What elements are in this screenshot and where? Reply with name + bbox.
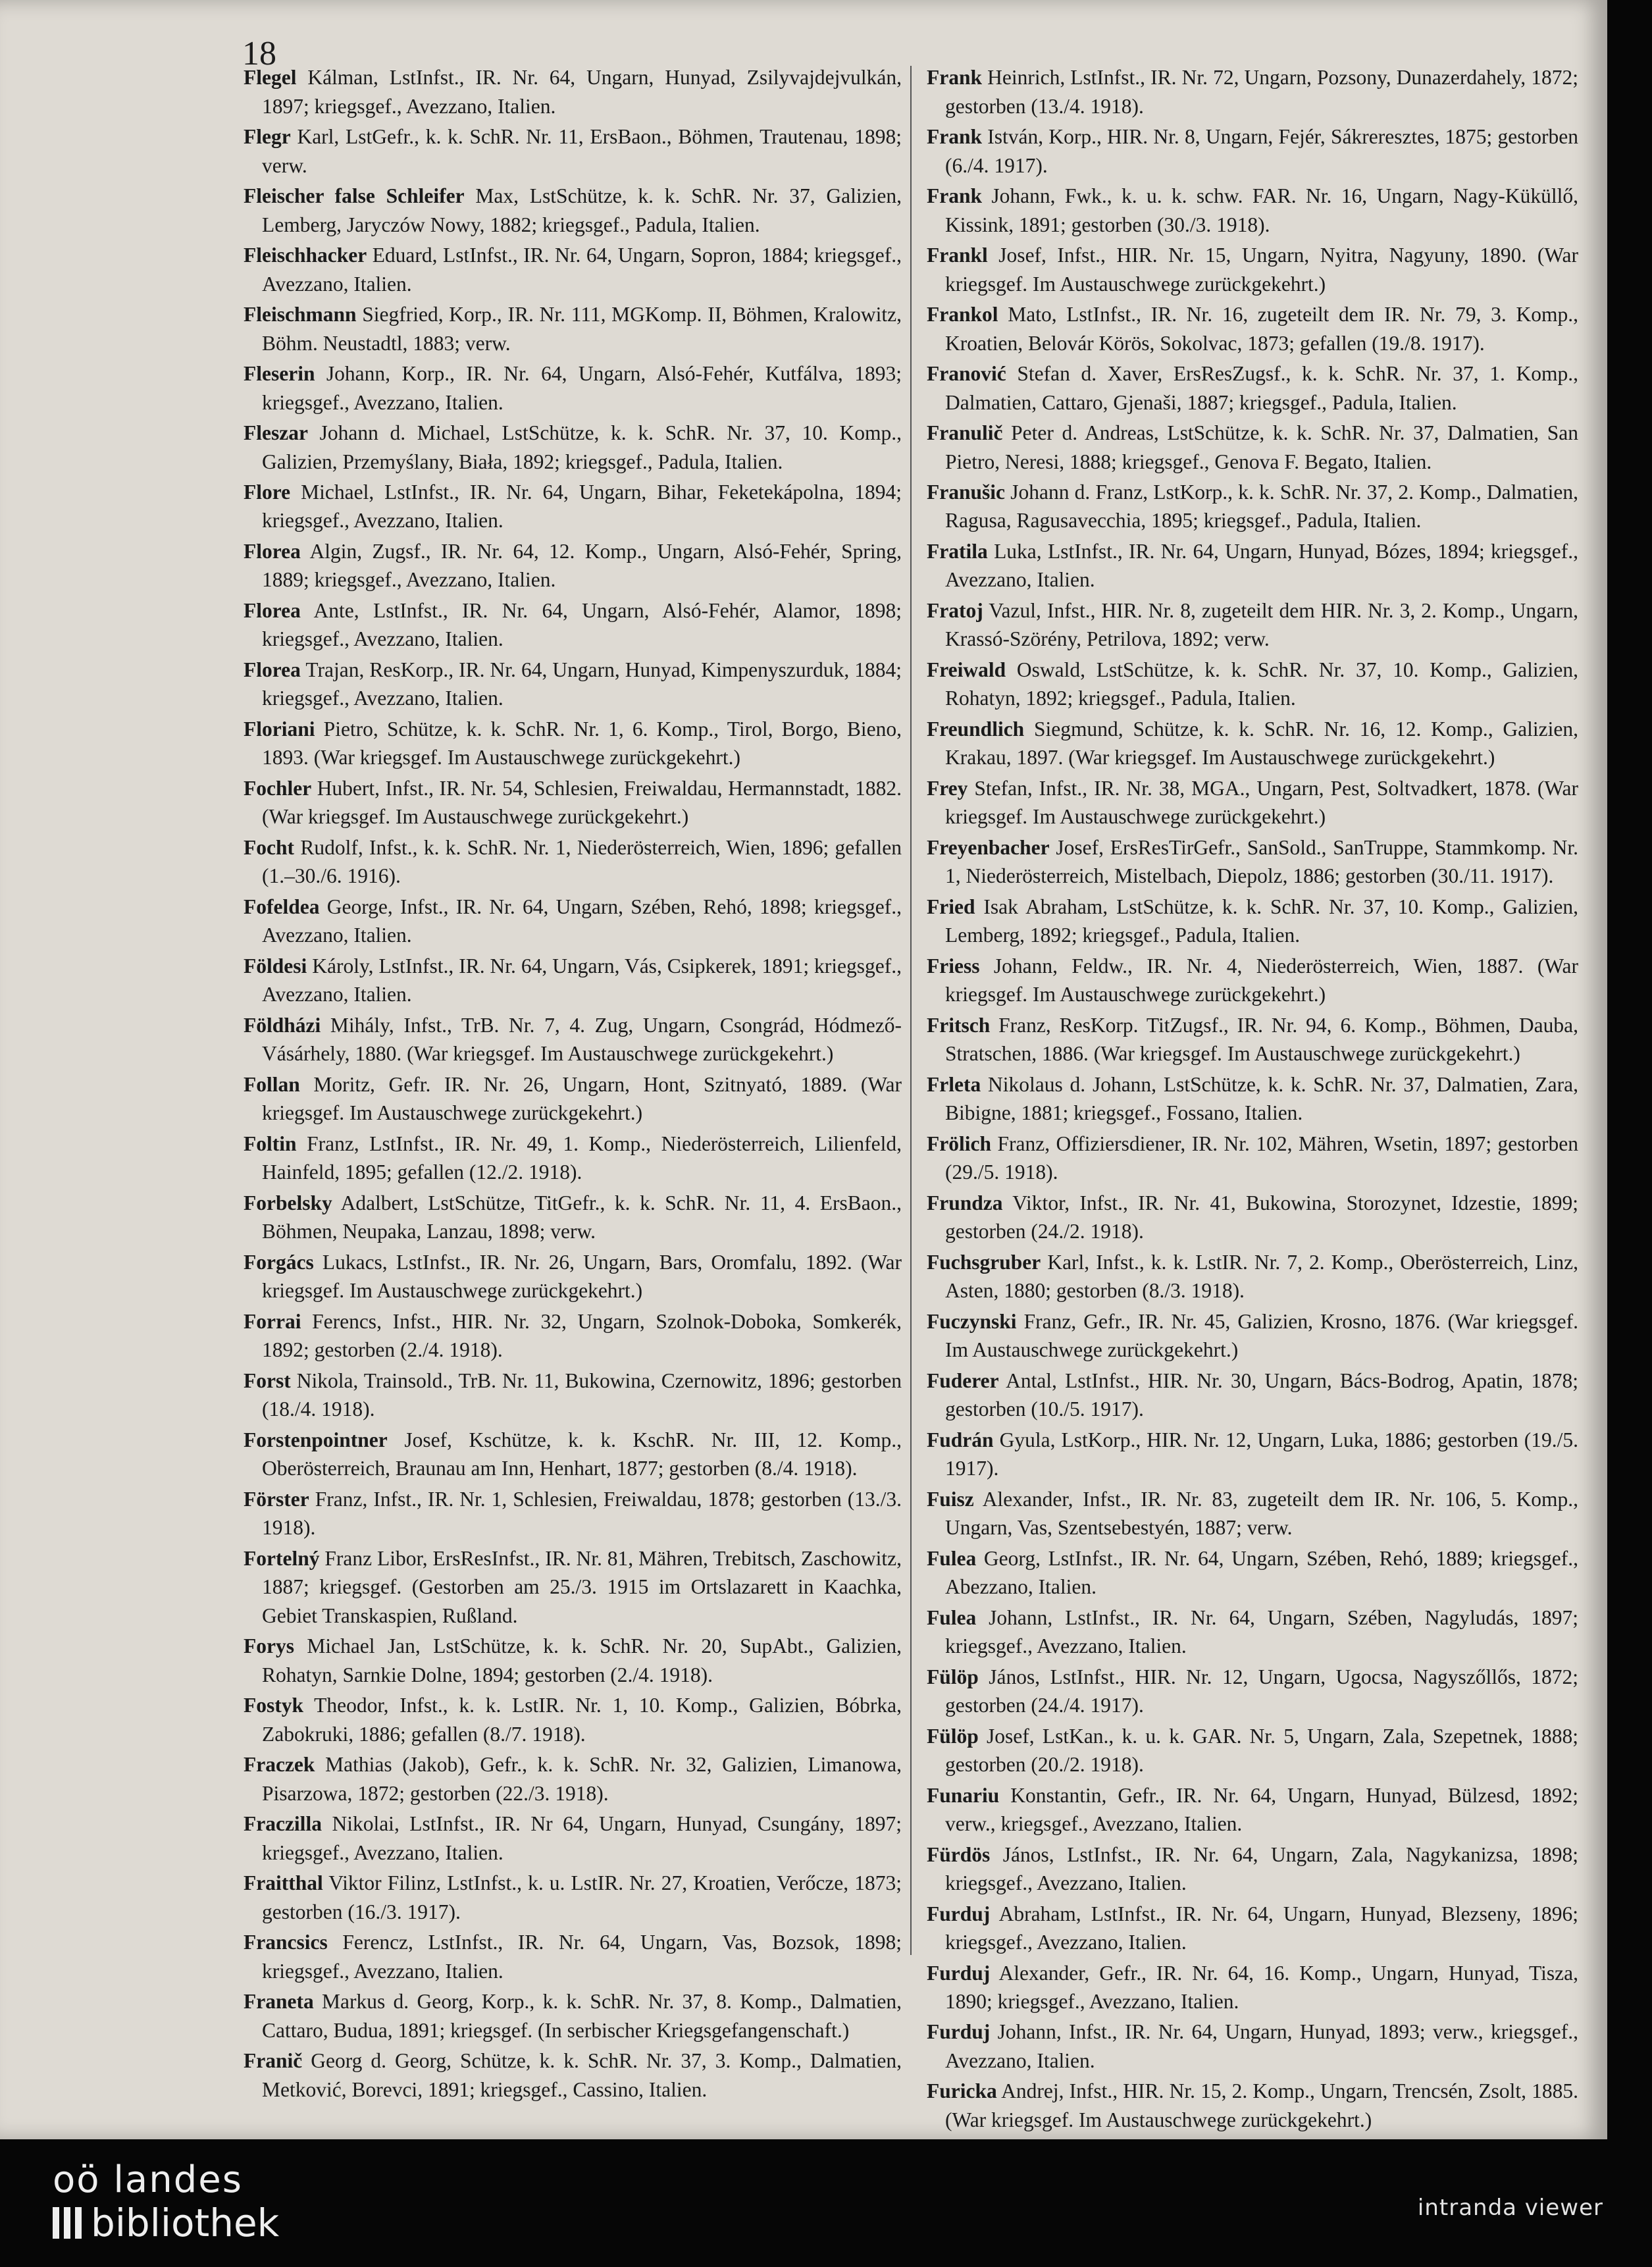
- entry-details: János, LstInfst., IR. Nr. 64, Ungarn, Zala, Nagykanizsa, 1898; kriegsgef., Avezzano, Italien.: [945, 1842, 1578, 1895]
- entry-details: Konstantin, Gefr., IR. Nr. 64, Ungarn, Hunyad, Bülzesd, 1892; verw., kriegsgef., Avezzano, Italien.: [945, 1783, 1578, 1836]
- entry-surname: Franović: [927, 361, 1006, 385]
- entry-surname: Frankl: [927, 243, 988, 267]
- register-entry: [244, 1189, 902, 1246]
- entry-surname: Florea: [244, 539, 301, 563]
- register-entry: [927, 1070, 1578, 1128]
- entry-surname: Friess: [927, 954, 980, 977]
- entry-details: Franz, ResKorp. TitZugsf., IR. Nr. 94, 6. Komp., Böhmen, Dauba, Stratschen, 1886. (War kriegsgef. Im Austauschwege zurückgekehrt.): [945, 1013, 1578, 1066]
- entry-details: Johann, Feldw., IR. Nr. 4, Niederösterreich, Wien, 1887. (War kriegsgef. Im Austauschwege zurückgekehrt.): [945, 954, 1578, 1006]
- register-entry: [927, 656, 1578, 713]
- entry-surname: Fürdös: [927, 1842, 991, 1866]
- register-entry: [244, 833, 902, 891]
- entry-details: Mathias (Jakob), Gefr., k. k. SchR. Nr. 32, Galizien, Limanowa, Pisarzowa, 1872; gestorben (22./3. 1918).: [262, 1753, 902, 1805]
- register-entry: [927, 2018, 1578, 2075]
- entry-surname: Frundza: [927, 1191, 1003, 1214]
- register-entry: [927, 952, 1578, 1009]
- entry-details: Siegfried, Korp., IR. Nr. 111, MGKomp. II, Böhmen, Kralowitz, Böhm. Neustadtl, 1883; verw.: [262, 302, 902, 355]
- register-entry: [927, 1781, 1578, 1838]
- entry-surname: Fülöp: [927, 1665, 979, 1688]
- register-entry: [244, 419, 902, 476]
- entry-details: Abraham, LstInfst., IR. Nr. 64, Ungarn, Hunyad, Blezseny, 1896; kriegsgef., Avezzano, Italien.: [945, 1902, 1579, 1954]
- entry-surname: Furduj: [927, 1902, 991, 1925]
- entry-surname: Fratoj: [927, 598, 983, 622]
- entry-details: Johann, Korp., IR. Nr. 64, Ungarn, Alsó-Fehér, Kutfálva, 1893; kriegsgef., Avezzano, Italien.: [262, 361, 902, 414]
- entry-surname: Franulič: [927, 421, 1003, 444]
- entry-surname: Franušic: [927, 480, 1006, 504]
- register-entry: [244, 1307, 902, 1365]
- register-entry: [927, 1900, 1578, 1957]
- entry-surname: Fostyk: [244, 1694, 304, 1717]
- viewer-credit[interactable]: intranda viewer: [1417, 2195, 1603, 2221]
- entry-surname: Focht: [244, 835, 294, 859]
- entry-details: Mato, LstInfst., IR. Nr. 16, zugeteilt dem IR. Nr. 79, 3. Komp., Kroatien, Belovár Körös, Sokolvac, 1873; gefallen (19./8. 1917).: [945, 302, 1579, 355]
- register-entry: [927, 1011, 1578, 1068]
- entry-surname: Freyenbacher: [927, 835, 1050, 859]
- entry-surname: Floriani: [244, 717, 315, 741]
- entry-surname: Furicka: [927, 2079, 997, 2103]
- entry-details: Mihály, Infst., TrB. Nr. 7, 4. Zug, Ungarn, Csongrád, Hódmező-Vásárhely, 1880. (War kriegsgef. Im Austauschwege zurückgekehrt.): [262, 1013, 902, 1066]
- entry-details: Hubert, Infst., IR. Nr. 54, Schlesien, Freiwaldau, Hermannstadt, 1882. (War kriegsgef. Im Austauschwege zurückgekehrt.): [262, 776, 902, 829]
- entry-details: János, LstInfst., HIR. Nr. 12, Ungarn, Ugocsa, Nagyszőllős, 1872; gestorben (24./4. 1917).: [945, 1665, 1579, 1717]
- register-entry: [927, 1248, 1578, 1305]
- register-entry: [927, 1603, 1578, 1661]
- page-number: 18: [242, 35, 276, 72]
- entry-surname: Furduj: [927, 2020, 991, 2044]
- register-entry: [244, 1485, 902, 1542]
- entry-surname: Furduj: [927, 1961, 991, 1985]
- entry-surname: Fleserin: [244, 361, 315, 385]
- entry-details: Adalbert, LstSchütze, TitGefr., k. k. SchR. Nr. 11, 4. ErsBaon., Böhmen, Neupaka, Lanzau, 1898; verw.: [262, 1191, 902, 1243]
- entry-surname: Fülöp: [927, 1724, 979, 1748]
- logo-text-line1: oö landes: [53, 2158, 243, 2201]
- entry-details: Ferencs, Infst., HIR. Nr. 32, Ungarn, Szolnok-Doboka, Somkerék, 1892; gestorben (2./4. 1918).: [262, 1309, 902, 1362]
- entry-surname: Forrai: [244, 1309, 301, 1333]
- register-entry: [927, 1307, 1578, 1365]
- entry-details: Josef, Kschütze, k. k. KschR. Nr. III, 12. Komp., Oberösterreich, Braunau am Inn, Henhart, 1877; gestorben (8./4. 1918).: [262, 1428, 902, 1480]
- register-entry: [244, 2046, 902, 2104]
- register-entry: [927, 596, 1578, 654]
- register-entry: [244, 182, 902, 239]
- entry-details: Alexander, Gefr., IR. Nr. 64, 16. Komp., Ungarn, Hunyad, Tisza, 1890; kriegsgef., Avezzano, Italien.: [945, 1961, 1578, 2014]
- register-entry: [927, 833, 1578, 891]
- entry-details: Franz, Gefr., IR. Nr. 45, Galizien, Krosno, 1876. (War kriegsgef. Im Austauschwege zurückgekehrt.): [945, 1309, 1578, 1362]
- entry-details: Nikolaus d. Johann, LstSchütze, k. k. SchR. Nr. 37, Dalmatien, Zara, Bibigne, 1881; kriegsgef., Fossano, Italien.: [945, 1072, 1578, 1125]
- entry-details: Vazul, Infst., HIR. Nr. 8, zugeteilt dem HIR. Nr. 3, 2. Komp., Ungarn, Krassó-Szörény, Petrilova, 1892; verw.: [945, 598, 1578, 651]
- entry-surname: Fleszar: [244, 421, 308, 444]
- register-entry: [244, 1987, 902, 2045]
- entry-details: Nikolai, LstInfst., IR. Nr 64, Ungarn, Hunyad, Csungány, 1897; kriegsgef., Avezzano, Italien.: [262, 1812, 902, 1864]
- entry-details: Ferencz, LstInfst., IR. Nr. 64, Ungarn, Vas, Bozsok, 1898; kriegsgef., Avezzano, Italien.: [262, 1931, 902, 1983]
- register-entry: [927, 1544, 1578, 1602]
- entry-surname: Franeta: [244, 1990, 314, 2014]
- entry-details: Stefan d. Xaver, ErsResZugsf., k. k. SchR. Nr. 37, 1. Komp., Dalmatien, Cattaro, Gjenaši, 1887; kriegsgef., Padula, Italien.: [945, 361, 1578, 414]
- entry-surname: Florea: [244, 598, 301, 622]
- entry-details: Alexander, Infst., IR. Nr. 83, zugeteilt dem IR. Nr. 106, 5. Komp., Ungarn, Vas, Szentsebestyén, 1887; verw.: [945, 1487, 1578, 1540]
- register-entry: [244, 596, 902, 654]
- register-entry: [927, 1485, 1578, 1542]
- entry-surname: Forst: [244, 1368, 291, 1392]
- register-entry: [244, 1011, 902, 1068]
- register-entry: [244, 478, 902, 535]
- entry-details: Markus d. Georg, Korp., k. k. SchR. Nr. 37, 8. Komp., Dalmatien, Cattaro, Budua, 1891; kriegsgef. (In serbischer Kriegsgefangenschaft.): [262, 1990, 902, 2042]
- entry-surname: Fuisz: [927, 1487, 974, 1511]
- entry-surname: Fratila: [927, 539, 988, 563]
- register-entry: [244, 1248, 902, 1305]
- entry-surname: Florea: [244, 658, 301, 681]
- entry-surname: Foltin: [244, 1132, 297, 1155]
- entry-surname: Flegel: [244, 66, 297, 89]
- entry-details: Kálman, LstInfst., IR. Nr. 64, Ungarn, Hunyad, Zsilyvajdejvulkán, 1897; kriegsgef., Avezzano, Italien.: [262, 66, 902, 118]
- entry-details: Heinrich, LstInfst., IR. Nr. 72, Ungarn, Pozsony, Dunazerdahely, 1872; gestorben (13./4. 1918).: [945, 66, 1579, 118]
- register-entry: [244, 1928, 902, 1985]
- entry-surname: Flegr: [244, 124, 291, 148]
- register-entry: [244, 1426, 902, 1483]
- register-entry: [927, 122, 1578, 180]
- entry-surname: Franič: [244, 2049, 303, 2073]
- entry-details: Oswald, LstSchütze, k. k. SchR. Nr. 37, 10. Komp., Galizien, Rohatyn, 1892; kriegsgef., Padula, Italien.: [945, 658, 1578, 710]
- entry-details: Johann d. Franz, LstKorp., k. k. SchR. Nr. 37, 2. Komp., Dalmatien, Ragusa, Ragusavecchia, 1895; kriegsgef., Padula, Italien.: [945, 480, 1578, 533]
- entry-details: Algin, Zugsf., IR. Nr. 64, 12. Komp., Ungarn, Alsó-Fehér, Spring, 1889; kriegsgef., Avezzano, Italien.: [262, 539, 902, 592]
- library-logo[interactable]: [53, 2159, 279, 2245]
- entry-details: Michael, LstInfst., IR. Nr. 64, Ungarn, Bihar, Feketekápolna, 1894; kriegsgef., Avezzano, Italien.: [262, 480, 902, 533]
- entry-surname: Fraczek: [244, 1753, 315, 1777]
- register-entry: [927, 182, 1578, 239]
- entry-surname: Fofeldea: [244, 895, 320, 918]
- entry-surname: Förster: [244, 1487, 309, 1511]
- entry-details: Franz, Offiziersdiener, IR. Nr. 102, Mähren, Wsetin, 1897; gestorben (29./5. 1918).: [945, 1132, 1579, 1184]
- register-entry: [244, 1070, 902, 1128]
- register-entry: [244, 1750, 902, 1808]
- entry-surname: Fraitthal: [244, 1871, 323, 1895]
- entry-surname: Fried: [927, 895, 975, 918]
- entry-details: Siegmund, Schütze, k. k. SchR. Nr. 16, 12. Komp., Galizien, Krakau, 1897. (War kriegsgef. Im Austauschwege zurückgekehrt.): [945, 717, 1579, 769]
- entry-details: Josef, LstKan., k. u. k. GAR. Nr. 5, Ungarn, Zala, Szepetnek, 1888; gestorben (20./2. 1918).: [945, 1724, 1578, 1777]
- entry-surname: Frank: [927, 66, 983, 89]
- register-entry: [244, 537, 902, 594]
- entry-surname: Freundlich: [927, 717, 1025, 741]
- register-entry: [927, 1130, 1578, 1187]
- entry-details: Eduard, LstInfst., IR. Nr. 64, Ungarn, Sopron, 1884; kriegsgef., Avezzano, Italien.: [262, 243, 902, 296]
- register-entry: [927, 715, 1578, 772]
- entry-surname: Fuderer: [927, 1368, 999, 1392]
- entry-details: Moritz, Gefr. IR. Nr. 26, Ungarn, Hont, Szitnyató, 1889. (War kriegsgef. Im Austauschwege zurückgekehrt.): [262, 1072, 902, 1125]
- register-entry: [927, 1722, 1578, 1779]
- register-entry: [927, 63, 1578, 120]
- register-entry: [927, 1426, 1578, 1483]
- entry-details: Franz, LstInfst., IR. Nr. 49, 1. Komp., Niederösterreich, Lilienfeld, Hainfeld, 1895; gefallen (12./2. 1918).: [262, 1132, 902, 1184]
- register-entry: [927, 1663, 1578, 1720]
- entry-details: Johann, Infst., IR. Nr. 64, Ungarn, Hunyad, 1893; verw., kriegsgef., Avezzano, Italien.: [945, 2020, 1579, 2073]
- entry-surname: Frölich: [927, 1132, 991, 1155]
- entry-details: Viktor, Infst., IR. Nr. 41, Bukowina, Storozynet, Idzestie, 1899; gestorben (24./2. 1918).: [945, 1191, 1578, 1243]
- entry-surname: Follan: [244, 1072, 300, 1096]
- register-entry: [927, 537, 1578, 594]
- left-column: [244, 63, 902, 2106]
- register-entry: [927, 359, 1578, 417]
- register-entry: [244, 241, 902, 298]
- entry-surname: Fulea: [927, 1605, 977, 1629]
- entry-details: Josef, Infst., HIR. Nr. 15, Ungarn, Nyitra, Nagyuny, 1890. (War kriegsgef. Im Austauschwege zurückgekehrt.): [945, 243, 1579, 296]
- register-entry: [244, 893, 902, 950]
- entry-details: Michael Jan, LstSchütze, k. k. SchR. Nr. 20, SupAbt., Galizien, Rohatyn, Sarnkie Dolne, 1894; gestorben (2./4. 1918).: [262, 1634, 902, 1686]
- entry-details: Ante, LstInfst., IR. Nr. 64, Ungarn, Alsó-Fehér, Alamor, 1898; kriegsgef., Avezzano, Italien.: [262, 598, 902, 651]
- entry-surname: Frey: [927, 776, 968, 800]
- entry-surname: Fulea: [927, 1546, 977, 1570]
- register-entry: [244, 1632, 902, 1689]
- entry-details: Karl, Infst., k. k. LstIR. Nr. 7, 2. Komp., Oberösterreich, Linz, Asten, 1880; gestorben (8./3. 1918).: [945, 1250, 1579, 1303]
- right-column: [927, 63, 1578, 2136]
- entry-surname: Fochler: [244, 776, 312, 800]
- entry-details: Stefan, Infst., IR. Nr. 38, MGA., Ungarn, Pest, Soltvadkert, 1878. (War kriegsgef. Im Austauschwege zurückgekehrt.): [945, 776, 1579, 829]
- entry-details: Viktor Filinz, LstInfst., k. u. LstIR. Nr. 27, Kroatien, Verőcze, 1873; gestorben (16./3. 1917).: [262, 1871, 902, 1923]
- entry-details: Georg, LstInfst., IR. Nr. 64, Ungarn, Szében, Rehó, 1889; kriegsgef., Abezzano, Italien.: [945, 1546, 1578, 1599]
- register-entry: [927, 1367, 1578, 1424]
- entry-surname: Fudrán: [927, 1428, 994, 1451]
- register-entry: [927, 774, 1578, 831]
- entry-surname: Fleischmann: [244, 302, 357, 326]
- entry-details: Lukacs, LstInfst., IR. Nr. 26, Ungarn, Bars, Oromfalu, 1892. (War kriegsgef. Im Austauschwege zurückgekehrt.): [262, 1250, 902, 1303]
- register-entry: [927, 1959, 1578, 2016]
- register-entry: [244, 1367, 902, 1424]
- register-entry: [927, 1840, 1578, 1898]
- entry-details: Johann, Fwk., k. u. k. schw. FAR. Nr. 16, Ungarn, Nagy-Küküllő, Kissink, 1891; gestorben (30./3. 1918).: [945, 184, 1578, 236]
- entry-surname: Frankol: [927, 302, 998, 326]
- entry-details: Franz Libor, ErsResInfst., IR. Nr. 81, Mähren, Trebitsch, Zaschowitz, 1887; kriegsgef. (Gestorben am 25./3. 1915 im Ortslazarett in Kaachka, Gebiet Transkaspien, Rußland.: [262, 1546, 902, 1627]
- entry-details: Andrej, Infst., HIR. Nr. 15, 2. Komp., Ungarn, Trencsén, Zsolt, 1885. (War kriegsgef. Im Austauschwege zurückgekehrt.): [945, 2079, 1578, 2132]
- entry-details: Luka, LstInfst., IR. Nr. 64, Ungarn, Hunyad, Bózes, 1894; kriegsgef., Avezzano, Italien.: [945, 539, 1579, 592]
- entry-details: István, Korp., HIR. Nr. 8, Ungarn, Fejér, Sákreresztes, 1875; gestorben (6./4. 1917).: [945, 124, 1578, 177]
- entry-details: Karl, LstGefr., k. k. SchR. Nr. 11, ErsBaon., Böhmen, Trautenau, 1898; verw.: [262, 124, 902, 177]
- entry-surname: Freiwald: [927, 658, 1006, 681]
- register-entry: [927, 478, 1578, 535]
- register-entry: [244, 774, 902, 831]
- entry-surname: Forys: [244, 1634, 294, 1658]
- register-entry: [927, 893, 1578, 950]
- register-entry: [244, 359, 902, 417]
- register-entry: [244, 1691, 902, 1748]
- entry-surname: Fritsch: [927, 1013, 991, 1037]
- entry-details: Theodor, Infst., k. k. LstIR. Nr. 1, 10. Komp., Galizien, Bóbrka, Zabokruki, 1886; gefallen (8./7. 1918).: [262, 1694, 902, 1746]
- entry-details: Peter d. Andreas, LstSchütze, k. k. SchR. Nr. 37, Dalmatien, San Pietro, Neresi, 1888; kriegsgef., Genova F. Begato, Italien.: [945, 421, 1579, 473]
- register-entry: [244, 1810, 902, 1867]
- entry-details: Trajan, ResKorp., IR. Nr. 64, Ungarn, Hunyad, Kimpenyszurduk, 1884; kriegsgef., Avezzano, Italien.: [262, 658, 902, 710]
- entry-surname: Frank: [927, 184, 983, 207]
- entry-surname: Fortelný: [244, 1546, 320, 1570]
- entry-details: Pietro, Schütze, k. k. SchR. Nr. 1, 6. Komp., Tirol, Borgo, Bieno, 1893. (War kriegsgef. Im Austauschwege zurückgekehrt.): [262, 717, 902, 769]
- entry-details: Károly, LstInfst., IR. Nr. 64, Ungarn, Vás, Csipkerek, 1891; kriegsgef., Avezzano, Italien.: [262, 954, 902, 1006]
- register-entry: [927, 300, 1578, 357]
- entry-surname: Fleischhacker: [244, 243, 367, 267]
- entry-details: George, Infst., IR. Nr. 64, Ungarn, Szében, Rehó, 1898; kriegsgef., Avezzano, Italien.: [262, 895, 902, 947]
- entry-surname: Funariu: [927, 1783, 1000, 1807]
- register-entry: [244, 656, 902, 713]
- entry-surname: Frleta: [927, 1072, 981, 1096]
- column-divider: [910, 66, 912, 1955]
- entry-details: Isak Abraham, LstSchütze, k. k. SchR. Nr. 37, 10. Komp., Galizien, Lemberg, 1892; kriegsgef., Padula, Italien.: [945, 895, 1578, 947]
- register-entry: [927, 2077, 1578, 2134]
- register-entry: [244, 952, 902, 1009]
- entry-details: Johann, LstInfst., IR. Nr. 64, Ungarn, Szében, Nagyludás, 1897; kriegsgef., Avezzano, Italien.: [945, 1605, 1579, 1658]
- entry-details: Franz, Infst., IR. Nr. 1, Schlesien, Freiwaldau, 1878; gestorben (13./3. 1918).: [262, 1487, 902, 1540]
- entry-surname: Francsics: [244, 1931, 328, 1954]
- entry-surname: Fraczilla: [244, 1812, 322, 1836]
- entry-surname: Fleischer false Schleifer: [244, 184, 465, 207]
- logo-text-line2: bibliothek: [91, 2201, 280, 2245]
- register-entry: [244, 300, 902, 357]
- register-entry: [927, 419, 1578, 476]
- entry-surname: Fuchsgruber: [927, 1250, 1041, 1274]
- logo-bars-icon: [53, 2207, 82, 2239]
- entry-details: Georg d. Georg, Schütze, k. k. SchR. Nr. 37, 3. Komp., Dalmatien, Metković, Borevci, 1891; kriegsgef., Cassino, Italien.: [262, 2049, 902, 2101]
- entry-details: Nikola, Trainsold., TrB. Nr. 11, Bukowina, Czernowitz, 1896; gestorben (18./4. 1918).: [262, 1368, 902, 1421]
- entry-surname: Fuczynski: [927, 1309, 1017, 1333]
- register-entry: [927, 241, 1578, 298]
- register-entry: [244, 1130, 902, 1187]
- entry-surname: Forbelsky: [244, 1191, 332, 1214]
- register-entry: [244, 715, 902, 772]
- entry-surname: Forgács: [244, 1250, 314, 1274]
- register-entry: [927, 1189, 1578, 1246]
- entry-surname: Földházi: [244, 1013, 321, 1037]
- entry-surname: Forstenpointner: [244, 1428, 388, 1451]
- entry-surname: Földesi: [244, 954, 307, 977]
- entry-surname: Frank: [927, 124, 983, 148]
- entry-details: Rudolf, Infst., k. k. SchR. Nr. 1, Niederösterreich, Wien, 1896; gefallen (1.–30./6. 1916).: [262, 835, 902, 888]
- register-entry: [244, 63, 902, 120]
- register-entry: [244, 122, 902, 180]
- entry-details: Max, LstSchütze, k. k. SchR. Nr. 37, Galizien, Lemberg, Jaryczów Nowy, 1882; kriegsgef., Padula, Italien.: [262, 184, 902, 236]
- entry-details: Antal, LstInfst., HIR. Nr. 30, Ungarn, Bács-Bodrog, Apatin, 1878; gestorben (10./5. 1917).: [945, 1368, 1578, 1421]
- entry-details: Gyula, LstKorp., HIR. Nr. 12, Ungarn, Luka, 1886; gestorben (19./5. 1917).: [945, 1428, 1578, 1480]
- entry-details: Josef, ErsResTirGefr., SanSold., SanTruppe, Stammkomp. Nr. 1, Niederösterreich, Mistelbach, Diepolz, 1886; gestorben (30./11. 1917).: [945, 835, 1578, 888]
- register-entry: [244, 1869, 902, 1926]
- register-entry: [244, 1544, 902, 1630]
- entry-surname: Flore: [244, 480, 291, 504]
- entry-details: Johann d. Michael, LstSchütze, k. k. SchR. Nr. 37, 10. Komp., Galizien, Przemyślany, Biała, 1892; kriegsgef., Padula, Italien.: [262, 421, 902, 473]
